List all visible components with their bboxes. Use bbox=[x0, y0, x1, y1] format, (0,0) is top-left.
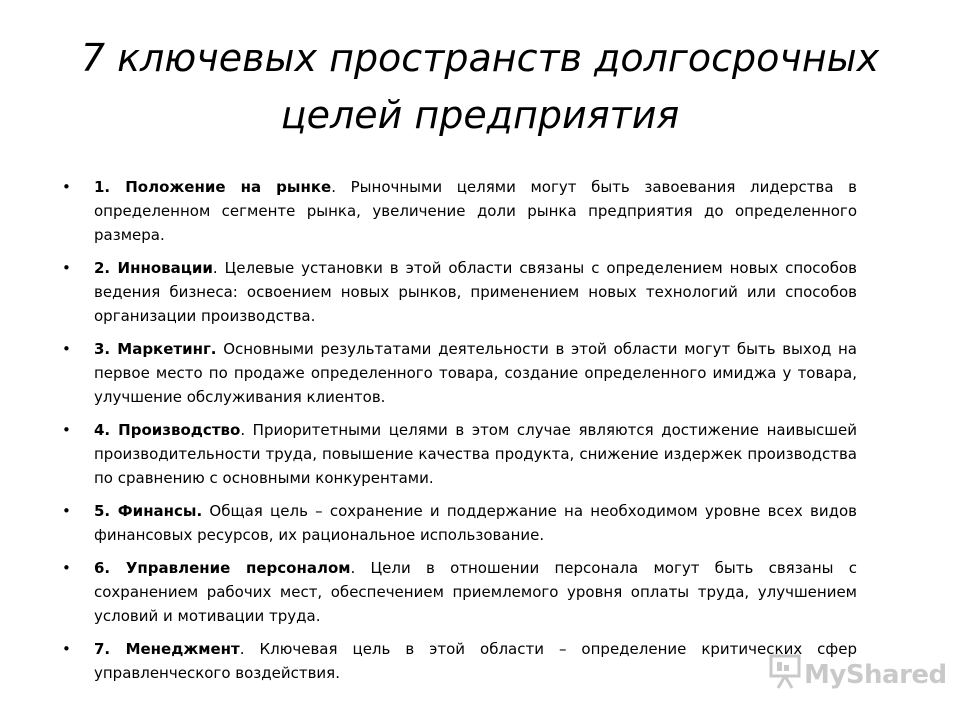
list-item bbox=[62, 418, 857, 490]
item-text: . Рыночными целями могут быть завоевания лидерства в определенном сегменте рынка, увеличение доли рынка предприятия до определенного размера. bbox=[94, 178, 857, 244]
item-heading: 1. Положение на рынке bbox=[94, 178, 332, 196]
list-item bbox=[62, 556, 857, 628]
item-text: . Приоритетными целями в этом случае являются достижение наивысшей производительности труда, повышение качества продукта, снижение издержек производства по сравнению с основными конкурентами. bbox=[94, 421, 857, 487]
item-heading: 4. Производство bbox=[94, 421, 241, 439]
bullet-icon: • bbox=[62, 178, 71, 196]
bullet-icon: • bbox=[62, 559, 71, 577]
item-text: Основными результатами деятельности в этой области могут быть выход на первое место по продаже определенного товара, создание определенного имиджа у товара, улучшение обслуживания клиентов. bbox=[94, 340, 857, 406]
list-item bbox=[62, 499, 857, 547]
bullet-icon: • bbox=[62, 421, 71, 439]
item-heading: 5. Финансы. bbox=[94, 502, 203, 520]
item-text: Общая цель – сохранение и поддержание на необходимом уровне всех видов финансовых ресурсов, их рациональное использование. bbox=[94, 502, 857, 544]
item-heading: 6. Управление персоналом bbox=[94, 559, 351, 577]
goals-list bbox=[62, 175, 857, 694]
item-text: . Ключевая цель в этой области – определение критических сфер управленческого воздействия. bbox=[94, 640, 857, 682]
item-heading: 7. Менеджмент bbox=[94, 640, 240, 658]
bullet-icon: • bbox=[62, 340, 71, 358]
item-heading: 3. Маркетинг. bbox=[94, 340, 217, 358]
watermark-text: MyShared bbox=[804, 660, 947, 690]
bullet-icon: • bbox=[62, 502, 71, 520]
bullet-icon: • bbox=[62, 640, 71, 658]
list-item bbox=[62, 175, 857, 247]
bullet-icon: • bbox=[62, 259, 71, 277]
watermark-logo bbox=[768, 650, 947, 700]
item-text: . Цели в отношении персонала могут быть связаны с сохранением рабочих мест, обеспечением приемлемого уровня оплаты труда, улучшением условий и мотивации труда. bbox=[94, 559, 858, 625]
item-heading: 2. Инновации bbox=[94, 259, 213, 277]
item-text: . Целевые установки в этой области связаны с определением новых способов ведения бизнеса: освоением новых рынков, применением новых технологий или способов организации производства. bbox=[94, 259, 858, 325]
presentation-board-icon bbox=[768, 650, 802, 690]
list-item bbox=[62, 256, 857, 328]
list-item bbox=[62, 637, 857, 685]
slide-title: 7 ключевых пространств долгосрочных целей предприятия bbox=[80, 36, 880, 137]
list-item bbox=[62, 337, 857, 409]
